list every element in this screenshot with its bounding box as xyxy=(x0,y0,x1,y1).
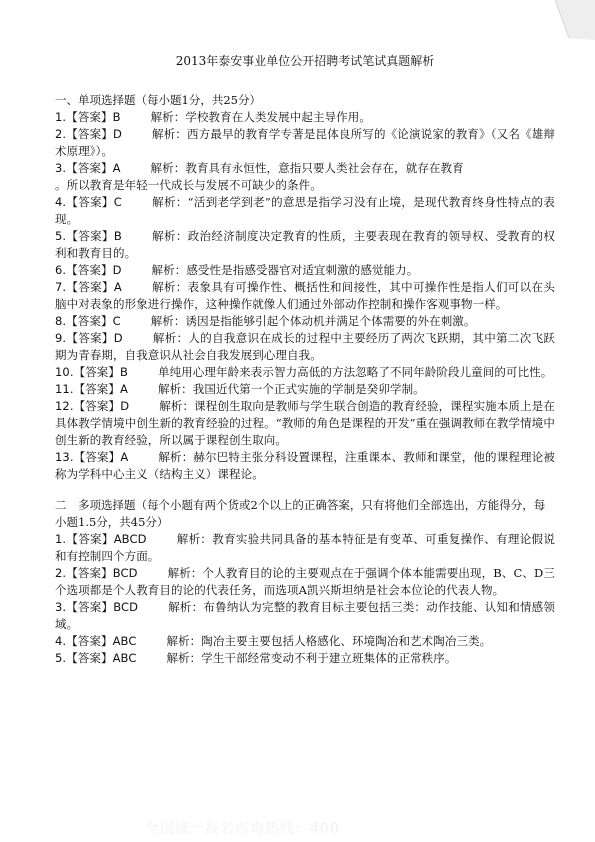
list-item: 10.【答案】B 单纯用心理年龄来表示智力高低的方法忽略了不同年龄阶段儿童间的可比性。 xyxy=(55,365,553,379)
list-item: 。所以教育是年轻一代成长与发展不可缺少的条件。 xyxy=(55,178,322,192)
page-title: 2013年泰安事业单位公开招聘考试笔试真题解析 xyxy=(175,54,435,68)
list-item: 13.【答案】A 解析：赫尔巴特主张分科设置课程，注重课本、教师和课堂，他的课程理论被称为学科中心主义（结构主义）课程论。 xyxy=(55,450,555,481)
list-item: 5.【答案】B 解析：政治经济制度决定教育的性质，主要表现在教育的领导权、受教育的权利和教育目的。 xyxy=(55,229,556,260)
list-item: 9.【答案】D 解析：人的自我意识在成长的过程中主要经历了两次飞跃期，其中第二次飞跃期为青春期，自我意识从社会自我发展到心理自我。 xyxy=(55,331,555,362)
list-item: 7.【答案】A 解析：表象具有可操作性、概括性和间接性，其中可操作性是指人们可以在头脑中对表象的形象进行操作，这种操作就像人们通过外部动作控制和操作客观事物一样。 xyxy=(55,280,555,311)
list-item: 1.【答案】ABCD 解析：教育实验共同具备的基本特征是有变革、可重复操作、有理论假说和有控制四个方面。 xyxy=(55,532,555,563)
section-heading-multiple-choice: 二 多项选择题（每个小题有两个货或2个以上的正确答案，只有将他们全部选出，方能得分，每小题1.5分，共45分） xyxy=(55,498,546,529)
list-item: 3.【答案】A 解析：教育具有永恒性，意指只要人类社会存在，就存在教育 xyxy=(55,161,464,175)
list-item: 1.【答案】B 解析：学校教育在人类发展中起主导作用。 xyxy=(55,110,371,124)
list-item: 4.【答案】C 解析：“活到老学到老”的意思是指学习没有止境，是现代教育终身性特点的表现。 xyxy=(55,195,556,226)
single-choice-list xyxy=(55,109,555,483)
corner-fold-mark xyxy=(525,0,595,40)
multiple-choice-list xyxy=(55,531,555,667)
document-page xyxy=(55,52,555,667)
list-item: 2.【答案】D 解析：西方最早的教育学专著是昆体良所写的《论演说家的教育》（又名《雄辩术原理》）。 xyxy=(55,127,555,158)
list-item: 11.【答案】A 解析：我国近代第一个正式实施的学制是癸卯学制。 xyxy=(55,382,425,396)
list-item: 12.【答案】D 解析：课程创生取向是教师与学生联合创造的教育经验，课程实施本质上是在具体教学情境中创生新的教育经验的过程。“教师的角色是课程的开发”重在强调教师在教学情境中创生新的教育经验，所以属于课程创生取向。 xyxy=(55,399,555,447)
section-heading-single-choice: 一、单项选择题（每小题1分，共25分） xyxy=(55,93,261,107)
list-item: 8.【答案】C 解析：诱因是指能够引起个体动机并满足个体需要的外在刺激。 xyxy=(55,314,476,328)
list-item: 4.【答案】ABC 解析：陶冶主要主要包括人格感化、环境陶冶和艺术陶冶三类。 xyxy=(55,634,492,648)
list-item: 2.【答案】BCD 解析：个人教育目的论的主要观点在于强调个体本能需要出现，B、C、D三个选项都是个人教育目的论的代表任务，而选项A凯兴斯坦纳是社会本位论的代表人物。 xyxy=(55,566,555,597)
list-item: 5.【答案】ABC 解析：学生干部经常变动不利于建立班集体的正常秩序。 xyxy=(55,651,457,665)
list-item: 6.【答案】D 解析：感受性是指感受器官对适宜刺激的感觉能力。 xyxy=(55,263,419,277)
list-item: 3.【答案】BCD 解析：布鲁纳认为完整的教育目标主要包括三类：动作技能、认知和情感领域。 xyxy=(55,600,555,631)
footer-watermark: 全国统一报名咨询热线：400 xyxy=(145,821,340,837)
